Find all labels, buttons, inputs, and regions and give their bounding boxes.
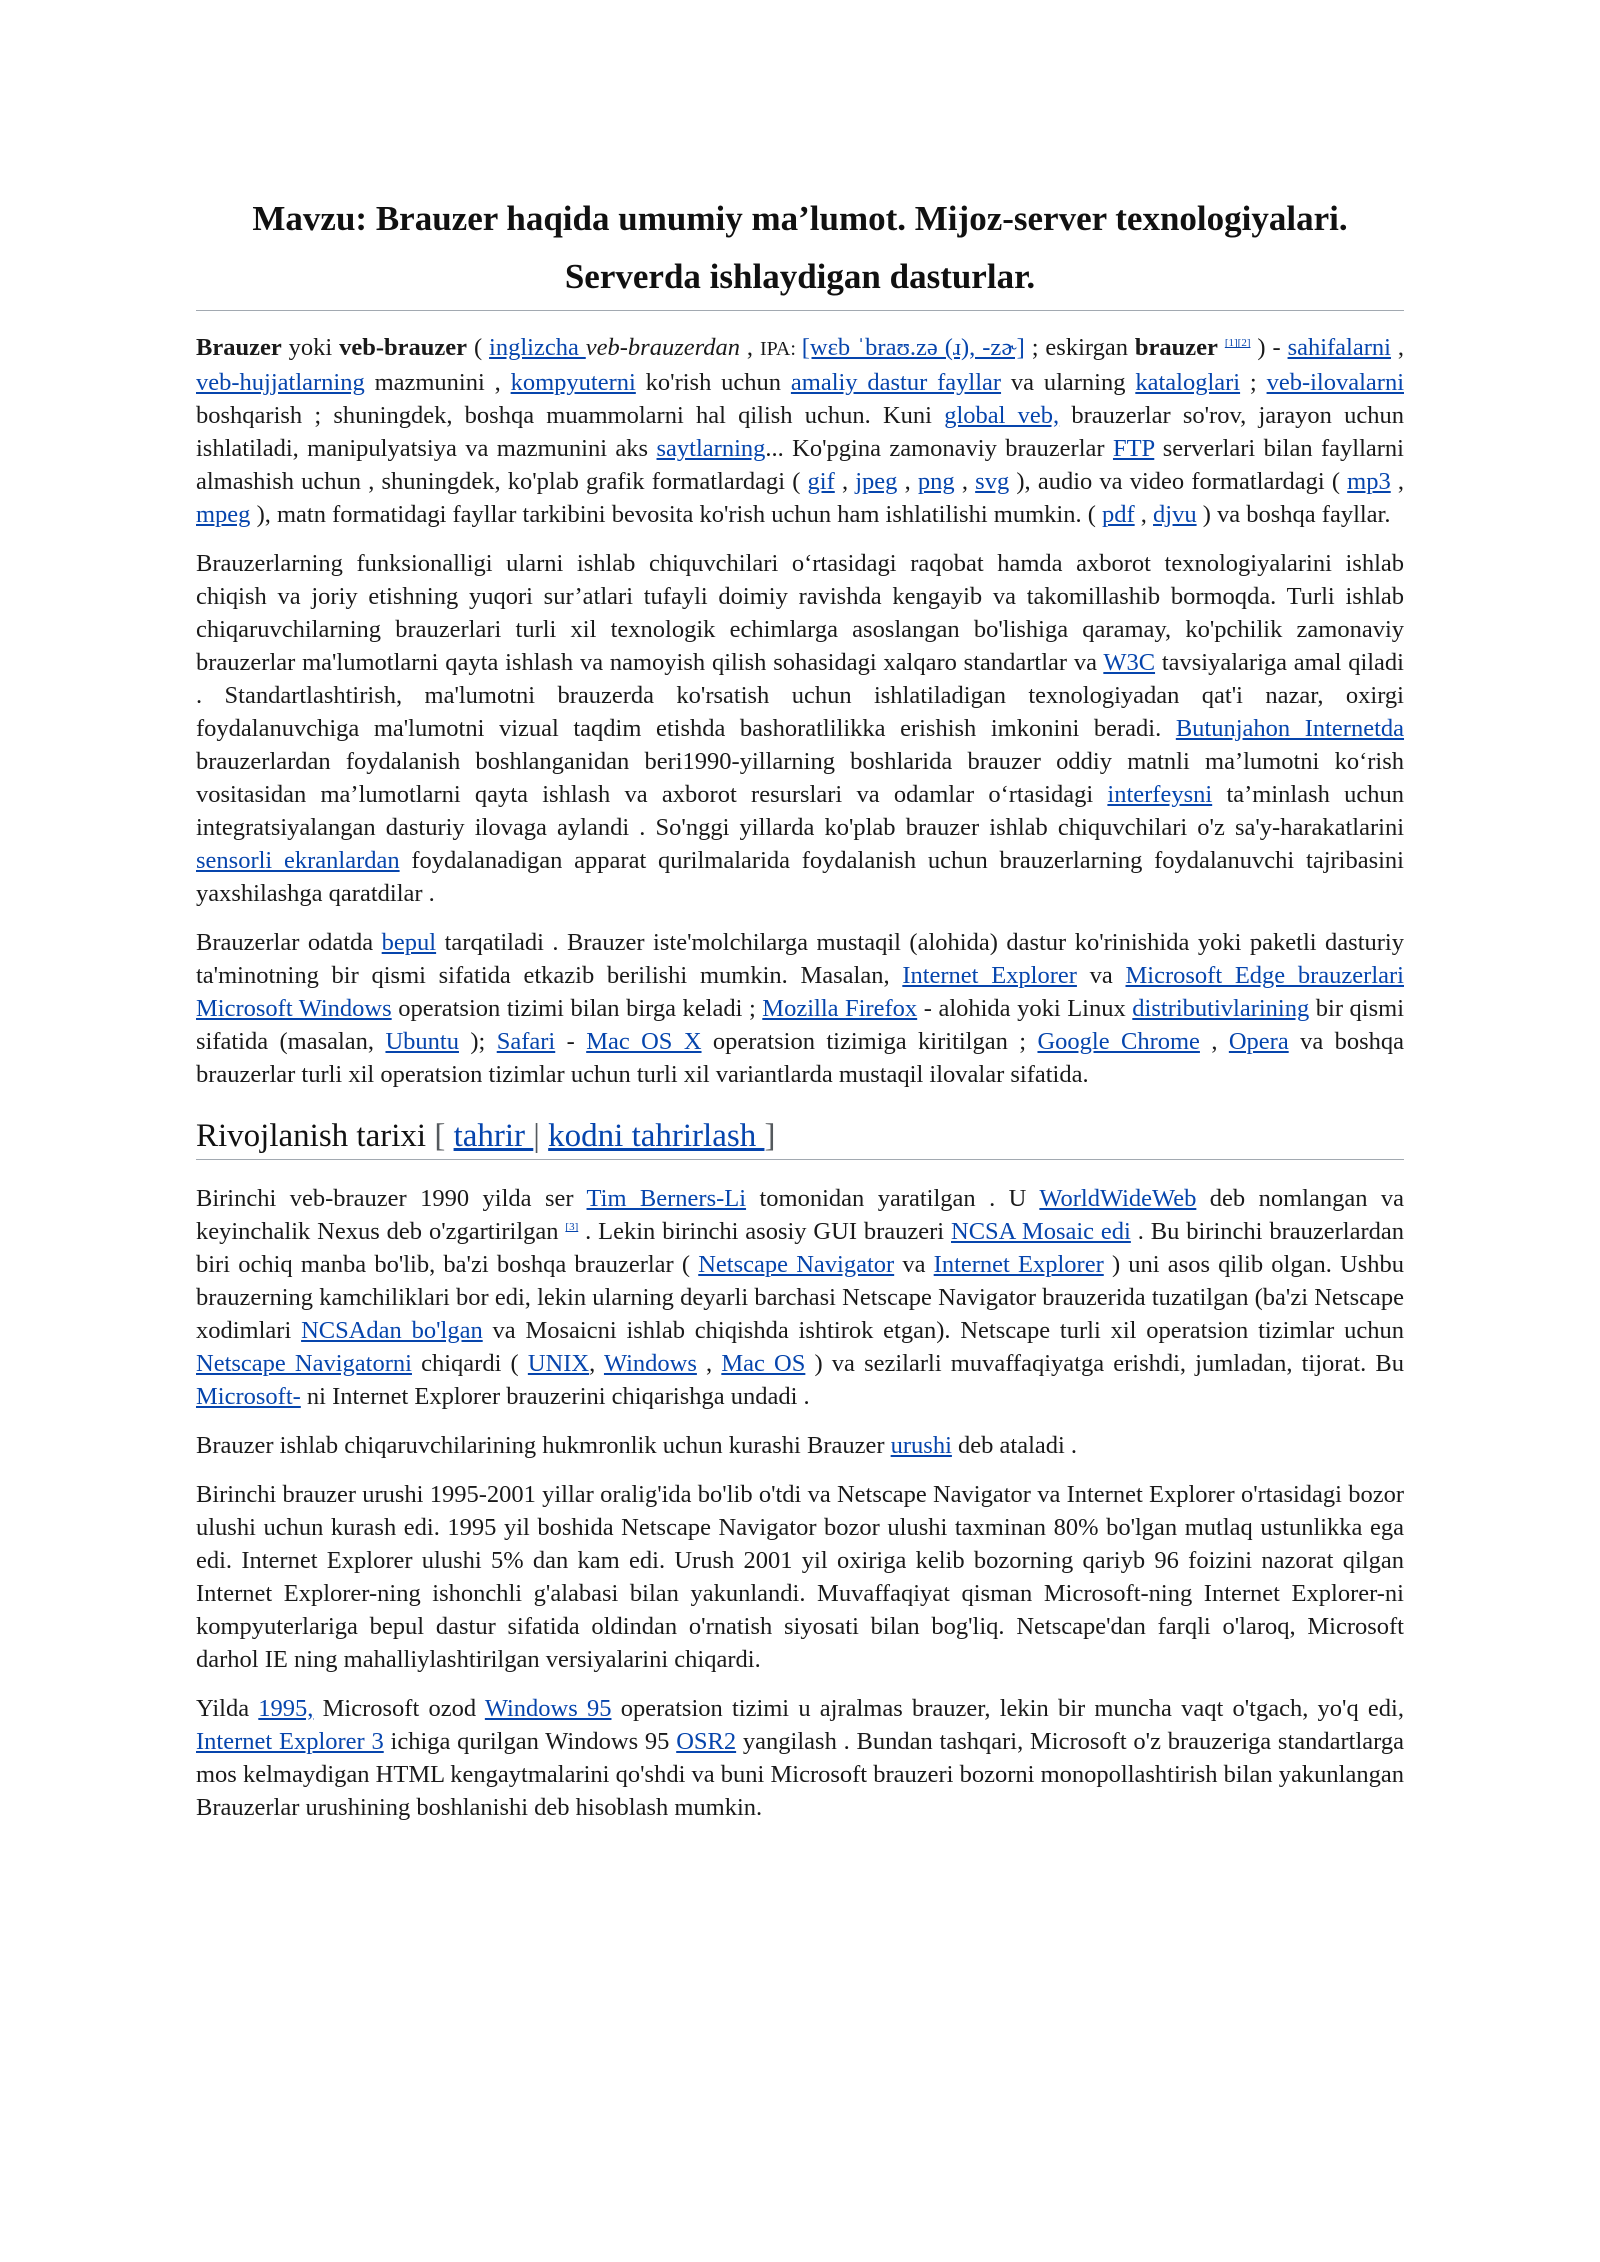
link-bepul[interactable]: bepul bbox=[381, 929, 437, 956]
link-netscape-navigator[interactable]: Netscape Navigator bbox=[698, 1251, 895, 1278]
link-ubuntu[interactable]: Ubuntu bbox=[385, 1028, 459, 1055]
link-saytlarning[interactable]: saytlarning bbox=[656, 435, 766, 462]
link-svg[interactable]: svg bbox=[975, 468, 1010, 495]
link-kompyuterni[interactable]: kompyuterni bbox=[510, 369, 636, 396]
link-veb-ilovalarni[interactable]: veb-ilovalarni bbox=[1266, 369, 1404, 396]
link-netscape-navigatorni[interactable]: Netscape Navigatorni bbox=[196, 1350, 412, 1377]
section-divider bbox=[196, 1159, 1404, 1160]
paragraph-intro: Brauzer yoki veb-brauzer ( inglizcha veb-brauzerdan , IPA: [wɛb ˈbraʊ.zə (ɹ), -zɚ] ; eskirgan brauzer [1][2] ) - sahifalarni , veb-hujjatlarning mazmunini , kompyuterni ko'rish uchun amaliy dastur fayllar va ularning kataloglari ; veb-ilovalarni boshqarish ; shuningdek, boshqa muammolarni hal qilish uchun. Kuni global veb, brauzerlar so'rov, jarayon uchun ishlatiladi, manipulyatsiya va mazmunini aks saytlarning... Ko'pgina zamonaviy brauzerlar FTP serverlari bilan fayllarni almashish uchun , shuningdek, ko'plab grafik formatlardagi ( gif , jpeg , png , svg ), audio va video formatlardagi ( mp3 , mpeg ), matn formatidagi fayllar tarkibini bevosita ko'rish uchun ham ishlatilishi mumkin. ( pdf , djvu ) va boshqa fayllar. bbox=[196, 334, 1405, 528]
link-distributivlarining[interactable]: distributivlarining bbox=[1132, 995, 1310, 1022]
link-global-veb[interactable]: global veb, bbox=[944, 402, 1060, 429]
link-internet-explorer-3[interactable]: Internet Explorer 3 bbox=[196, 1728, 384, 1755]
link-jpeg[interactable]: jpeg bbox=[855, 468, 898, 495]
link-google-chrome[interactable]: Google Chrome bbox=[1037, 1028, 1200, 1055]
link-ncsa-mosaic[interactable]: NCSA Mosaic edi bbox=[951, 1218, 1131, 1245]
link-ipa[interactable]: [wɛb ˈbraʊ.zə (ɹ), -zɚ] bbox=[801, 334, 1025, 361]
paragraph-windows-95: Yilda 1995, Microsoft ozod Windows 95 operatsion tizimi u ajralmas brauzer, lekin bir muncha vaqt o'tgach, yo'q edi, Internet Explorer 3 ichiga qurilgan Windows 95 OSR2 yangilash . Bundan tashqari, Microsoft o'z brauzeriga standartlarga mos kelmaydigan HTML kengaytmalarini qo'shdi va buni Microsoft brauzeri bozorni monopollashtirish bilan yakunlangan Brauzerlar urushining boshlanishi deb hisoblash mumkin. bbox=[196, 1695, 1404, 1821]
edit-source-link[interactable]: kodni tahrirlash bbox=[548, 1118, 765, 1154]
section-title: Rivojlanish tarixi bbox=[196, 1118, 427, 1154]
link-mozilla-firefox[interactable]: Mozilla Firefox bbox=[762, 995, 918, 1022]
citation-1-2[interactable]: [1][2] bbox=[1224, 336, 1251, 349]
link-mac-os-x[interactable]: Mac OS X bbox=[586, 1028, 702, 1055]
term-veb-brauzer: veb-brauzer bbox=[339, 334, 468, 361]
link-sensorli-ekranlardan[interactable]: sensorli ekranlardan bbox=[196, 847, 400, 874]
link-mac-os[interactable]: Mac OS bbox=[721, 1350, 806, 1377]
link-sahifalarni[interactable]: sahifalarni bbox=[1287, 334, 1391, 361]
link-worldwideweb[interactable]: WorldWideWeb bbox=[1039, 1185, 1197, 1212]
link-ncsadan[interactable]: NCSAdan bo'lgan bbox=[301, 1317, 483, 1344]
link-1995[interactable]: 1995, bbox=[258, 1695, 314, 1722]
link-ftp[interactable]: FTP bbox=[1112, 435, 1155, 462]
link-mp3[interactable]: mp3 bbox=[1347, 468, 1391, 495]
link-osr2[interactable]: OSR2 bbox=[676, 1728, 737, 1755]
link-safari[interactable]: Safari bbox=[496, 1028, 556, 1055]
link-kataloglari[interactable]: kataloglari bbox=[1135, 369, 1241, 396]
link-djvu[interactable]: djvu bbox=[1153, 501, 1197, 528]
link-w3c[interactable]: W3C bbox=[1103, 649, 1156, 676]
link-mpeg[interactable]: mpeg bbox=[196, 501, 251, 528]
link-microsoft-edge[interactable]: Microsoft Edge brauzerlari Microsoft Windows bbox=[196, 962, 1404, 1022]
ipa-label: IPA: bbox=[759, 338, 802, 360]
paragraph-first-browser: Birinchi veb-brauzer 1990 yilda ser Tim Berners-Li tomonidan yaratilgan . U WorldWideWeb deb nomlangan va keyinchalik Nexus deb o'zgartirilgan [3] . Lekin birinchi asosiy GUI brauzeri NCSA Mosaic edi . Bu birinchi brauzerlardan biri ochiq manba bo'lib, ba'zi boshqa brauzerlar ( Netscape Navigator va Internet Explorer ) uni asos qilib olgan. Ushbu brauzerning kamchiliklari bor edi, lekin ularning deyarli barchasi Netscape Navigator brauzerida tuzatilgan (ba'zi Netscape xodimlari NCSAdan bo'lgan va Mosaicni ishlab chiqishda ishtirok etgan). Netscape turli xil operatsion tizimlar uchun Netscape Navigatorni chiqardi ( UNIX, Windows , Mac OS ) va sezilarli muvaffaqiyatga erishdi, jumladan, tijorat. Bu Microsoft- ni Internet Explorer brauzerini chiqarishga undadi . bbox=[196, 1185, 1405, 1410]
link-png[interactable]: png bbox=[917, 468, 955, 495]
link-internet-explorer[interactable]: Internet Explorer bbox=[902, 962, 1077, 989]
paragraph-distribution: Brauzerlar odatda bepul tarqatiladi . Brauzer iste'molchilarga mustaqil (alohida) dastur ko'rinishida yoki paketli dasturiy ta'minotning bir qismi sifatida etkazib berilishi mumkin. Masalan, Internet Explorer va Microsoft Edge brauzerlari Microsoft Windows operatsion tizimi bilan birga keladi ; Mozilla Firefox - alohida yoki Linux distributivlarining bir qismi sifatida (masalan, Ubuntu ); Safari - Mac OS X operatsion tizimiga kiritilgan ; Google Chrome , Opera va boshqa brauzerlar turli xil operatsion tizimlar uchun turli xil variantlarda mustaqil ilovalar sifatida. bbox=[196, 929, 1405, 1088]
link-microsoft[interactable]: Microsoft- bbox=[196, 1383, 301, 1410]
citation-3[interactable]: [3] bbox=[565, 1220, 579, 1233]
title-line-1: Mavzu: Brauzer haqida umumiy ma’lumot. Mijoz-server texnologiyalari. bbox=[252, 199, 1348, 238]
title-line-2: Serverda ishlaydigan dasturlar. bbox=[564, 257, 1036, 296]
section-heading-history: Rivojlanish tarixi [ tahrir | kodni tahrirlash ] bbox=[196, 1118, 776, 1154]
link-inglizcha[interactable]: inglizcha bbox=[489, 334, 586, 361]
link-amaliy-dastur[interactable]: amaliy dastur fayllar bbox=[790, 369, 1002, 396]
term-brauzer: Brauzer bbox=[196, 334, 282, 361]
edit-link[interactable]: tahrir bbox=[453, 1118, 534, 1154]
link-urushi[interactable]: urushi bbox=[890, 1432, 952, 1459]
paragraph-browser-war: Brauzer ishlab chiqaruvchilarining hukmronlik uchun kurashi Brauzer urushi deb ataladi . bbox=[196, 1432, 1078, 1459]
title-divider bbox=[196, 310, 1404, 311]
link-opera[interactable]: Opera bbox=[1228, 1028, 1289, 1055]
link-veb-hujjatlarning[interactable]: veb-hujjatlarning bbox=[196, 369, 365, 396]
link-interfeysni[interactable]: interfeysni bbox=[1107, 781, 1213, 808]
link-unix[interactable]: UNIX bbox=[527, 1350, 590, 1377]
link-internet-explorer-2[interactable]: Internet Explorer bbox=[933, 1251, 1104, 1278]
paragraph-first-war: Birinchi brauzer urushi 1995-2001 yillar oralig'ida bo'lib o'tdi va Netscape Navigator va Internet Explorer o'rtasidagi bozor ulushi uchun kurash edi. 1995 yil boshida Netscape Navigator bozor ulushi taxminan 80% bo'lgan mutlaq ustunlikka ega edi. Internet Explorer ulushi 5% dan kam edi. Urush 2001 yil oxiriga kelib bozorning qariyb 96 foizini nazorat qilgan Internet Explorer-ning ishonchli g'alabasi bilan yakunlandi. Muvaffaqiyat qisman Microsoft-ning Internet Explorer-ni kompyuterlariga bepul dastur sifatida oldindan o'rnatish siyosati bilan bog'liq. Netscape'dan farqli o'laroq, Microsoft darhol IE ning mahalliylashtirilgan versiyalarini chiqardi. bbox=[196, 1481, 1404, 1673]
link-butunjahon-internetda[interactable]: Butunjahon Internetda bbox=[1175, 715, 1405, 742]
page-title bbox=[196, 190, 1404, 306]
link-windows[interactable]: Windows bbox=[603, 1350, 697, 1377]
paragraph-functionality: Brauzerlarning funksionalligi ularni ishlab chiquvchilari o‘rtasidagi raqobat hamda axborot texnologiyalarini ishlab chiqish va joriy etishning yuqori sur’atlari tufayli doimiy ravishda kengayib va takomillashib bormoqda. Turli ishlab chiqaruvchilarning brauzerlari turli xil texnologik echimlarga asoslangan bo'lishiga qaramay, ko'pchilik zamonaviy brauzerlar ma'lumotlarni qayta ishlash va namoyish qilish sohasidagi xalqaro standartlar va W3C tavsiyalariga amal qiladi . Standartlashtirish, ma'lumotni brauzerda ko'rsatish uchun ishlatiladigan texnologiyadan qat'i nazar, oxirgi foydalanuvchiga ma'lumotni vizual taqdim etishda bashoratlilikka erishish imkonini beradi. Butunjahon Internetda brauzerlardan foydalanish boshlanganidan beri1990-yillarning boshlarida brauzer oddiy matnli ma’lumotni ko‘rish vositasidan ma’lumotlarni qayta ishlash va axborot resurslari va odamlar o‘rtasidagi interfeysni ta’minlash uchun integratsiyalangan dasturiy ilovaga aylandi . So'nggi yillarda ko'plab brauzer ishlab chiquvchilari o'z sa'y-harakatlarini sensorli ekranlardan foydalanadigan apparat qurilmalarida foydalanish uchun brauzerlarning foydalanuvchi tajribasini yaxshilashga qaratdilar . bbox=[196, 550, 1405, 907]
link-windows-95[interactable]: Windows 95 bbox=[484, 1695, 612, 1722]
link-tim-berners-li[interactable]: Tim Berners-Li bbox=[586, 1185, 747, 1212]
link-gif[interactable]: gif bbox=[807, 468, 835, 495]
link-pdf[interactable]: pdf bbox=[1101, 501, 1135, 528]
